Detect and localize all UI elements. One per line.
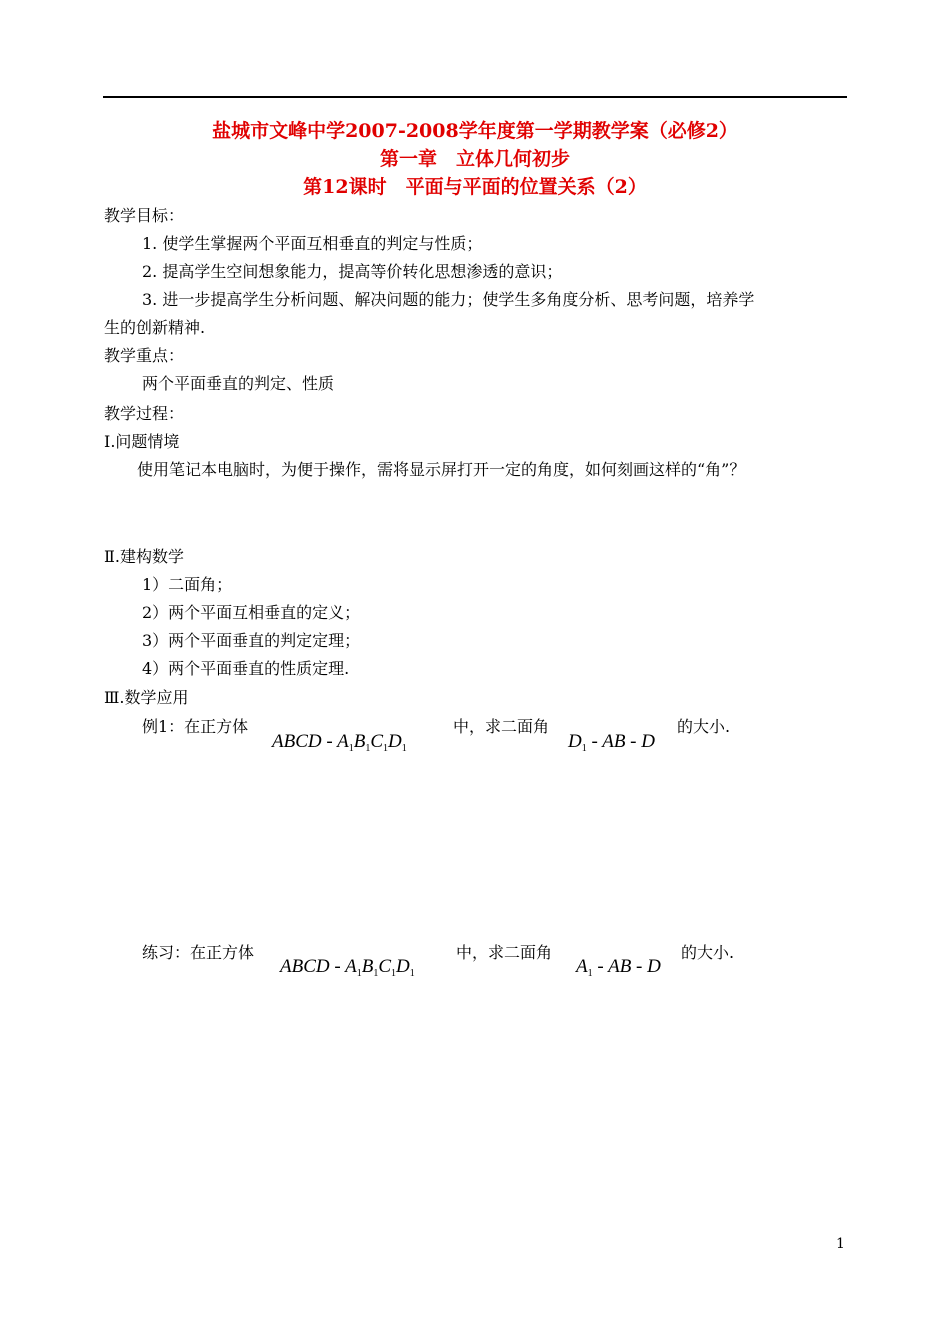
goal-item: 1. 使学生掌握两个平面互相垂直的判定与性质； <box>142 234 483 253</box>
section2-item: 1）二面角； <box>142 575 233 594</box>
example1-middle: 中，求二面角 <box>453 717 550 736</box>
page-number: 1 <box>836 1236 845 1252</box>
section2-item: 2）两个平面互相垂直的定义； <box>142 603 361 622</box>
exercise-prefix: 练习：在正方体 <box>142 943 255 962</box>
process-heading: 教学过程： <box>104 404 185 423</box>
lesson-title: 第12课时 平面与平面的位置关系（2） <box>303 176 647 198</box>
section3-heading: Ⅲ.数学应用 <box>104 688 189 707</box>
goals-heading: 教学目标： <box>104 206 185 225</box>
section2-item: 3）两个平面垂直的判定定理； <box>142 631 361 650</box>
focus-text: 两个平面垂直的判定、性质 <box>142 374 335 393</box>
exercise-middle: 中，求二面角 <box>456 943 553 962</box>
section1-text: 使用笔记本电脑时，为便于操作，需将显示屏打开一定的角度，如何刻画这样的“角”？ <box>137 460 746 479</box>
dihedral-formula: $D_1$ - AB - D <box>568 731 655 754</box>
dihedral-formula: $A_1$ - AB - D <box>576 956 661 979</box>
section2-item: 4）两个平面垂直的性质定理. <box>142 659 350 678</box>
goal-item: 3. 进一步提高学生分析问题、解决问题的能力；使学生多角度分析、思考问题，培养学 <box>142 290 755 309</box>
example1-suffix: 的大小. <box>677 717 731 736</box>
chapter-title: 第一章 立体几何初步 <box>379 148 570 170</box>
section1-heading: Ⅰ.问题情境 <box>104 432 180 451</box>
section2-heading: Ⅱ.建构数学 <box>104 547 184 566</box>
focus-heading: 教学重点： <box>104 346 185 365</box>
cube-formula: ABCD - $A_1B_1C_1D_1$ <box>280 956 415 979</box>
goal-item-continued: 生的创新精神. <box>104 318 206 337</box>
document-title: 盐城市文峰中学2007-2008学年度第一学期教学案（必修2） <box>212 120 738 142</box>
header-rule <box>103 96 847 98</box>
exercise-suffix: 的大小. <box>681 943 735 962</box>
example1-prefix: 例1：在正方体 <box>142 717 249 736</box>
goal-item: 2. 提高学生空间想象能力，提高等价转化思想渗透的意识； <box>142 262 563 281</box>
cube-formula: ABCD - $A_1B_1C_1D_1$ <box>272 731 407 754</box>
